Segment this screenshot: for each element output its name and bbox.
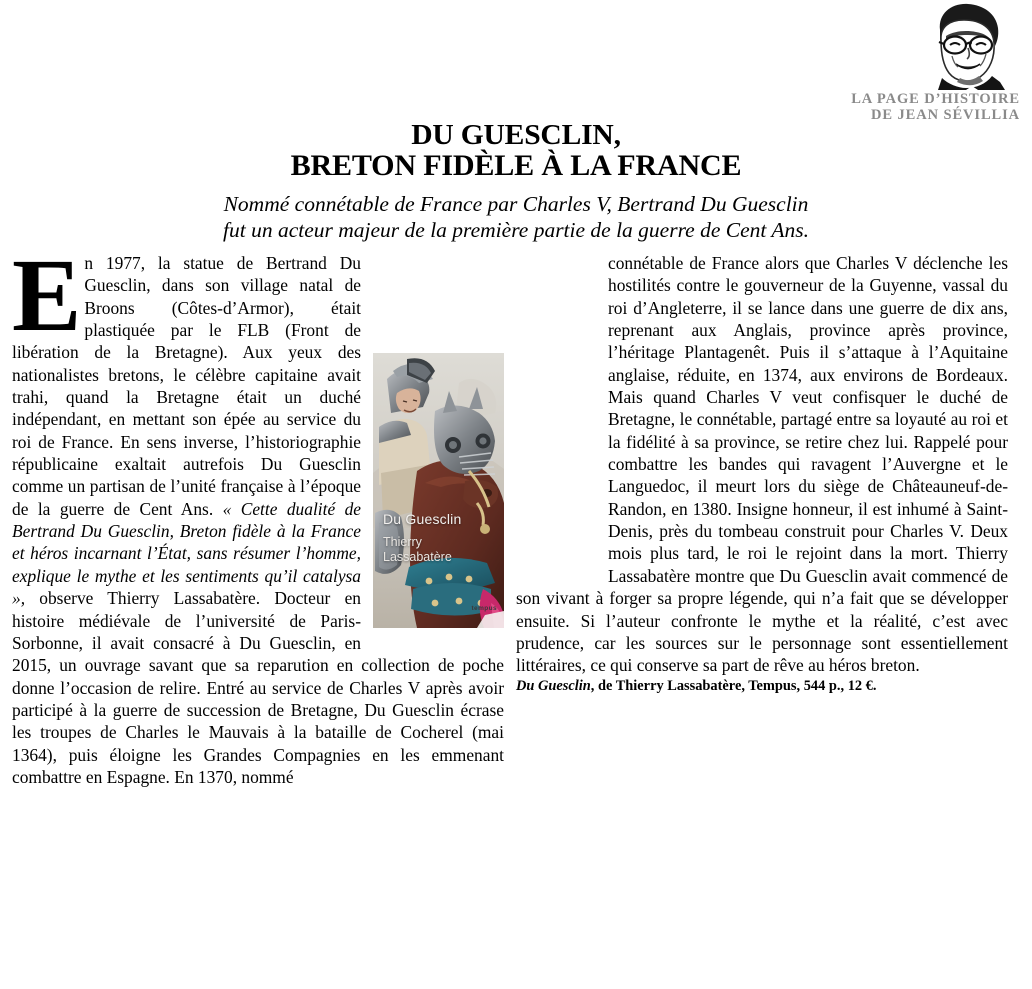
headline-line-2: BRETON FIDÈLE À LA FRANCE <box>290 150 742 182</box>
book-credit-line <box>516 678 1008 695</box>
book-cover-title: Du Guesclin <box>383 511 462 527</box>
headline-line-1: DU GUESCLIN, <box>411 119 621 151</box>
book-cover-author-line-2: Lassabatère <box>383 550 452 564</box>
book-cover-artwork <box>373 353 504 628</box>
section-byline <box>720 92 1020 123</box>
byline-line-2: DE JEAN SÉVILLIA <box>871 106 1020 123</box>
book-cover-imprint: tempus <box>471 604 497 612</box>
jean-sevillia-portrait <box>908 0 1020 90</box>
book-cover-author <box>383 535 452 565</box>
article-body <box>12 238 1020 812</box>
page-title <box>0 120 1032 182</box>
book-credit-title: Du Guesclin <box>516 677 591 694</box>
book-credit-details: , de Thierry Lassabatère, Tempus, 544 p., 12 €. <box>590 677 877 694</box>
book-cover-text-wrap-spacer <box>516 293 598 581</box>
deck-line-2: fut un acteur majeur de la première partie de la guerre de Cent Ans. <box>223 218 809 242</box>
right-column-text: connétable de France alors que Charles V déclenche les hostilités contre le gouverneur de la Guyenne, vassal du roi d’Angleterre, il se lance dans une guerre de dix ans, reprenant aux Anglais, province après province, l’héritage Plantagenêt. Puis il s’attaque à l’Aquitaine anglaise, réduite, en 1374, aux environs de Bordeaux. Mais quand Charles V veut confisquer le duché de Bretagne, le connétable, partagé entre sa loyauté au roi et la fidélité à sa province, se retire chez lui. Rappelé pour combattre les bandes qui ravagent l’Auvergne et le Languedoc, il meurt lors du siège de Châteauneuf-de-Randon, en 1380. Insigne honneur, il est inhumé à Saint-Denis, près du tombeau construit pour Charles V. Deux mois plus tard, le roi le rejoint dans la mort. Thierry Lassabatère montre que Du Guesclin avait commencé de son vivant à forger sa propre légende, qui n’a fait que se développer ensuite. Si l’auteur confronte le mythe et la réalité, c’est avec prudence, car les sources sur le personnage sont essentiellement littéraires, ce qui conserve sa part de rêve au héros breton. <box>516 253 1008 676</box>
left-column-lead: n 1977, la statue de Bertrand Du Guesclin, dans son village natal de Broons (Côtes-d’Armor), était plastiquée par le FLB (Front de libération de la Bretagne). Aux yeux des nationalistes bretons, le célèbre capitaine avait trahi, quand la Bretagne était un duché indépendant, en mettant son épée au service du roi de France. En sens inverse, l’historiographie républicaine exaltait autrefois Du Guesclin comme un partisan de l’unité française à l’époque de la guerre de Cent Ans. <box>12 253 361 519</box>
article-column-right <box>516 252 1008 695</box>
title-block <box>0 120 1032 243</box>
article-column-left <box>12 238 504 788</box>
left-column-tail: observe Thierry Lassabatère. Docteur en histoire médiévale de l’université de Paris-Sorbonne, il avait consacré à Du Guesclin, en 2015, un ouvrage savant que sa reparution en collection de poche donne l’occasion de relire. Entré au service de Charles V après avoir participé à la guerre de succession de Bretagne, Du Guesclin écrase les troupes de Charles le Mauvais à la bataille de Cocherel (mai 1364), puis éloigne les Grandes Compagnies en les emmenant combattre en Espagne. En 1370, nommé <box>12 588 504 787</box>
masthead <box>0 0 1032 125</box>
pull-quote: « Cette dualité de Bertrand Du Guesclin, Breton fidèle à la France et héros incarnant l’État, sans résumer l’homme, explique le mythe et les sentiments qu’il catalysa », <box>12 498 361 609</box>
deck-line-1: Nommé connétable de France par Charles V, Bertrand Du Guesclin <box>223 192 809 216</box>
byline-line-1: LA PAGE D’HISTOIRE <box>851 91 1020 107</box>
book-cover-image <box>373 353 504 628</box>
book-cover-author-line-1: Thierry <box>383 535 422 549</box>
article-deck <box>0 191 1032 243</box>
drop-cap: E <box>12 238 81 353</box>
